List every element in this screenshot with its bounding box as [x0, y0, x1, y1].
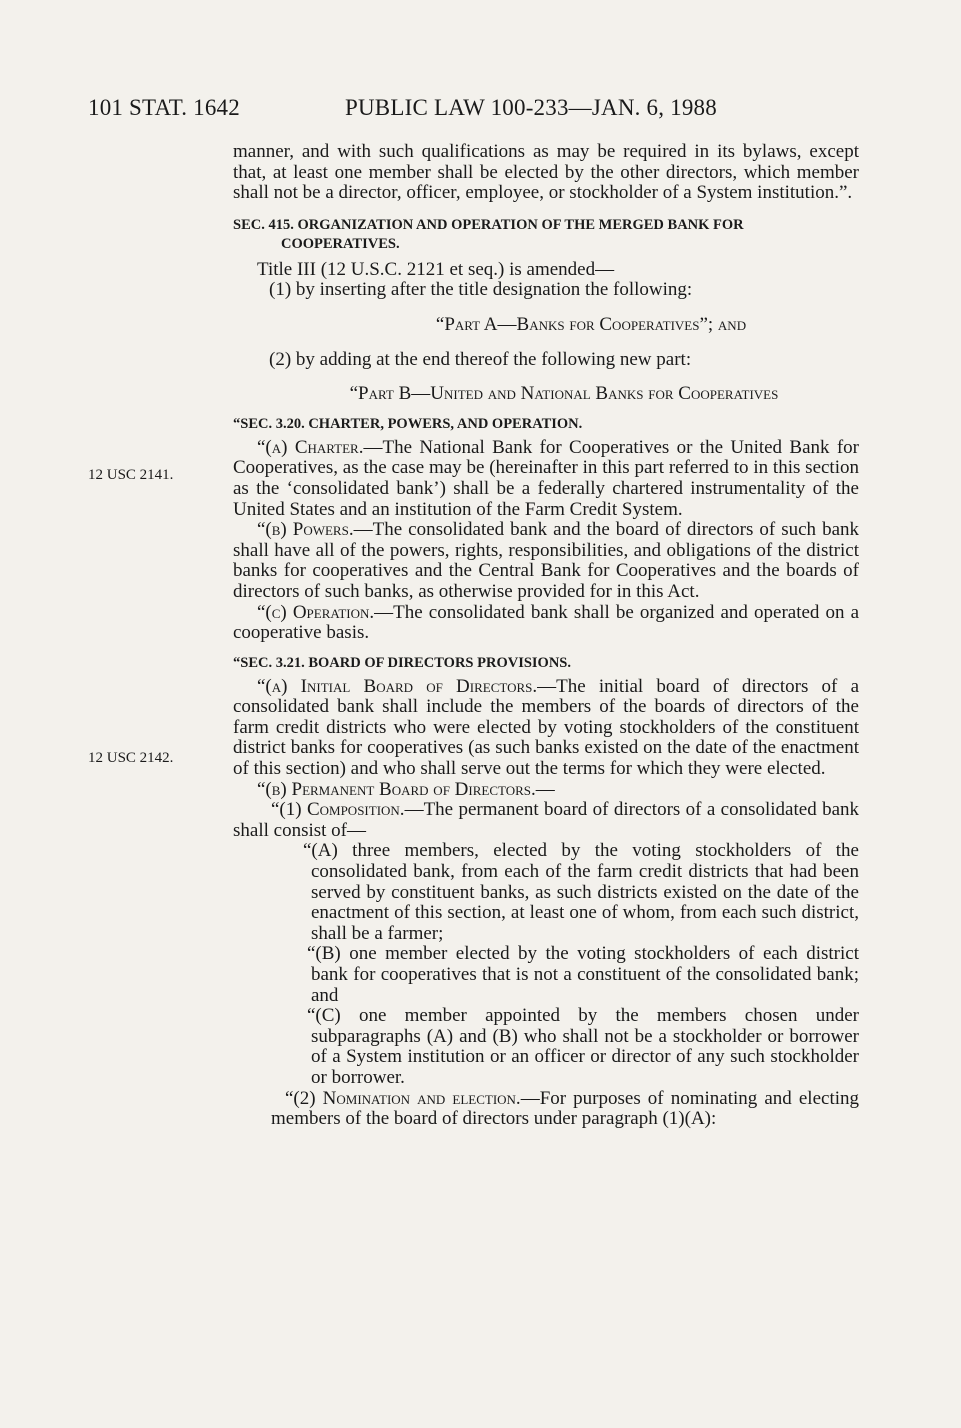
powers-label: “(b) Powers. — [257, 519, 354, 541]
subsection-a-initial-board — [233, 677, 859, 780]
paragraph-1-composition — [233, 800, 859, 841]
amendment-intro: Title III (12 U.S.C. 2121 et seq.) is amended— — [257, 258, 615, 280]
subsection-a-charter — [233, 438, 859, 520]
composition-label: “(1) Composition. — [271, 799, 405, 821]
composition-text: —The permanent board of directors of a consolidated bank shall consist of— — [233, 799, 859, 841]
initial-board-text: —The initial board of directors of a consolidated bank shall include the members of the boards of directors of the farm credit districts who were elected by voting stockholders of the constituent district banks for cooperatives (as such banks existed on the date of the enactment of this section) and who shall serve out the terms for which they were elected. — [233, 675, 860, 780]
initial-board-label: “(a) Initial Board of Directors. — [257, 675, 538, 697]
operation-text: —The consolidated bank shall be organized and operated on a cooperative basis. — [233, 601, 859, 644]
page-stat-number: 101 STAT. 1642 — [88, 95, 240, 120]
nomination-label: “(2) Nomination and election. — [285, 1087, 521, 1109]
paragraph-2-nomination — [233, 1089, 859, 1130]
subsection-b-powers — [233, 520, 859, 602]
subparagraph-a: “(A) three members, elected by the voting stockholders of the consolidated bank, from each of the farm credit districts that had been served by constituent banks, as such districts existed on the date of the enactment of this section, at least one of whom, from each such district, shall be a farmer; — [303, 840, 859, 944]
amendment-item-2: (2) by adding at the end thereof the following new part: — [269, 348, 692, 370]
margin-note-usc-2142: 12 USC 2142. — [88, 750, 174, 766]
permanent-board-dash: — — [535, 778, 555, 800]
powers-text: —The consolidated bank and the board of directors of such bank shall have all of the powers, rights, responsibilities, and obligations of the district banks for cooperatives and the Central Bank for Cooperatives and the boards of directors of such banks, as otherwise provided for in this Act. — [233, 519, 860, 602]
section-3-21-heading: “SEC. 3.21. BOARD OF DIRECTORS PROVISIONS. — [233, 654, 571, 671]
charter-label: “(a) Charter. — [257, 436, 364, 458]
amendment-item-1: (1) by inserting after the title designation the following: — [269, 279, 693, 301]
continued-paragraph: manner, and with such qualifications as may be required in its bylaws, except that, at least one member shall be elected by the other directors, which member shall not be a director, officer, employee, or stockholder of a System institution.”. — [233, 141, 859, 204]
part-a-heading — [233, 315, 859, 336]
section-3-20-heading: “SEC. 3.20. CHARTER, POWERS, AND OPERATION. — [233, 415, 583, 432]
part-a-text: “Part A—Banks for Cooperatives”; and — [435, 313, 747, 335]
operation-label: “(c) Operation. — [257, 601, 375, 623]
permanent-board-label: “(b) Permanent Board of Directors. — [257, 778, 536, 800]
part-b-text: “Part B—United and National Banks for Cooperatives — [349, 383, 779, 405]
part-b-heading — [233, 384, 859, 405]
margin-note-usc-2141: 12 USC 2141. — [88, 467, 174, 483]
body-text — [233, 142, 859, 1130]
subsection-b-permanent-board — [233, 780, 859, 801]
running-header: PUBLIC LAW 100-233—JAN. 6, 1988 — [345, 95, 717, 120]
section-415-heading — [233, 216, 859, 254]
subparagraph-b: “(B) one member elected by the voting stockholders of each district bank for cooperatives that is not a constituent of the consolidated bank; and — [307, 943, 859, 1006]
subparagraph-c: “(C) one member appointed by the members chosen under subparagraphs (A) and (B) who shall not be a stockholder or borrower of a System institution or an officer or director of any such stockholder or borrower. — [307, 1005, 859, 1088]
charter-text: —The National Bank for Cooperatives or the United Bank for Cooperatives, as the case may be (hereinafter in this part referred to in this section as the ‘consolidated bank’) shall be a federally chartered instrumentality of the United States and an institution of the Farm Credit System. — [233, 436, 859, 520]
section-number: SEC. 415. — [233, 216, 294, 233]
section-title: ORGANIZATION AND OPERATION OF THE MERGED BANK FOR COOPERATIVES. — [281, 216, 744, 252]
subsection-c-operation — [233, 603, 859, 644]
nomination-text: —For purposes of nominating and electing members of the board of directors under paragraph (1)(A): — [271, 1087, 860, 1130]
